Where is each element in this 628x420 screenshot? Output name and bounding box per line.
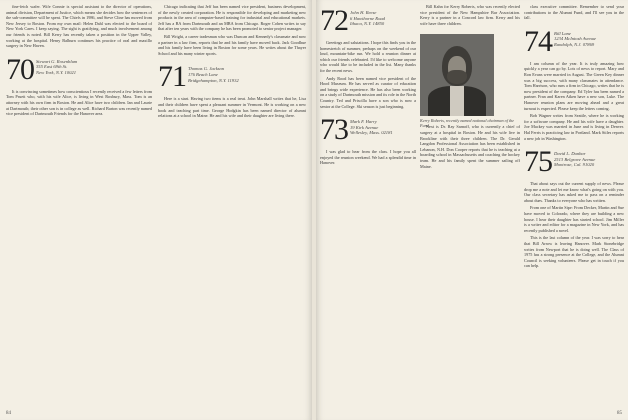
secretary-street: 355 East 69th St.: [36, 64, 68, 70]
secretary-name: Thomas G. Jackson: [188, 66, 225, 72]
class-notes-paragraph: I was glad to hear from the class. I hope you all enjoyed the reunion weekend. We had a splendid time in Hanover.: [320, 149, 416, 166]
secretary-street: 6 Hawthorne Road: [350, 15, 385, 21]
class-notes-paragraph: Chicago indicating that Jeff has been named vice president, business development, of the newly created corporation. He is responsible for developing and marketing new products in the area of computer-based training for industrial and educational markets. Jeff has a BA from Dartmouth and an MBA from Chicago. Roger Cohen writes to say that after ten years with the company he has been promoted to senior project manager.: [158, 4, 306, 32]
secretary-city: Bridgehampton, N.Y. 11932: [188, 77, 239, 83]
secretary-name: David L. Dunbar: [554, 151, 586, 157]
secretary-city: Wellesley, Mass. 02181: [350, 130, 393, 136]
class-notes-paragraph: Next is Dr. Ray Sarnoff, who is currently a chief of surgery at a hospital in Boston. He and his wife live in Brookline with their three children. The Dr. Gerald Langdon Professional Association has been established in Lebanon, N.H. Don Cooper reports that he is teaching at a boarding school in Massachusetts and coaching the hockey team. He and his family spent the summer sailing off Maine.: [420, 124, 520, 169]
class-year-number: 75: [524, 145, 552, 179]
right-column-1: [320, 4, 416, 414]
class-year-number: 72: [320, 4, 348, 37]
class-secretary-address: [32, 57, 77, 76]
left-column-1: [6, 4, 152, 414]
class-notes-paragraph: From one of Martin Sipe: From Decker, Martin and Sue have moved to Colorado, where they are building a new house. I hear their daughter has started school. Jim Miller is a writer and editor for a magazine in New York, and has recently published a novel.: [524, 205, 624, 233]
secretary-name: Mark F. Harry: [350, 119, 377, 125]
classmate-portrait-photo: [420, 34, 494, 116]
page-number: 84: [6, 411, 11, 416]
class-notes-paragraph: fine-fetch wafer. Wife Connie is special assistant to the director of operations, animal division, Department of Justice, which means she decides how the sentences of the sub-committee will be spent. The Chiefs in 1986, and Steve Cline has moved from New Jersey to Boston. From my own mail: Helen Dahl was elected to the board of New York Cares. I keep saying. The sight is gratifying, and much involvement among our friends is noted. Bill Kerry has recently taken a position in the Upper Valley, working at the hospital. Henry Balburn continues his practice of oral and maxillo surgery in New Haven.: [6, 4, 152, 49]
class-entry-70: [6, 52, 152, 86]
class-notes-paragraph: This is the last column of the year. I was sorry to hear that Bill Arrow is leaving Hanover. Mark Stonebridge writes from Newport that he is doing well. The Class of 1975 has a strong presence at the College, and the Alumni Council is seeking volunteers. Please get in touch if you can help.: [524, 235, 624, 269]
class-notes-paragraph: That about says out the current supply of news. Please drop me a note and let me know what's going on with you. Our class secretary has asked me to pass on a reminder about dues. Thanks to everyone who has written.: [524, 181, 624, 203]
class-secretary-address: [346, 117, 393, 136]
class-secretary-address: [550, 149, 595, 168]
class-secretary-address: [550, 29, 596, 48]
secretary-street: 176 Beach Lane: [188, 71, 218, 77]
class-notes-paragraph: Bill Wright, a career tradesman who was Duncan and Kennedy's classmate and now a partner in a law firm, reports that he and his family have moved back. Jack Goodhue and his family have been living in Boston for some years. He writes about the Thayer School and his many winter sports.: [158, 33, 306, 56]
class-year-number: 70: [6, 52, 34, 86]
class-notes-paragraph: It is convincing sometimes how conscientious I recently received a few letters from Tom Pruett who, with his wife Alice, is living in West Roxbury, Mass. Tom is an attorney with his own firm in Boston. He and Alice have two children. Ian and Laurie at Dartmouth; their other son is in college as well. Richard Barton was recently named vice president of Dartmouth Friends for the Hanover area.: [6, 88, 152, 117]
secretary-city: Randolph, N.J. 07869: [554, 41, 595, 47]
secretary-street: 2513 Belgrave Avenue: [554, 156, 596, 162]
class-secretary-address: [346, 8, 385, 27]
class-entry-74: [524, 24, 624, 58]
secretary-name: Stewart G. Rosenblum: [36, 58, 78, 64]
class-entry-72: [320, 4, 416, 37]
left-page: [0, 0, 312, 420]
left-column-2: [158, 4, 306, 414]
secretary-city: Montrose, Cal. 91020: [554, 162, 595, 168]
right-page: [316, 0, 628, 420]
secretary-name: Bill Lane: [554, 30, 571, 36]
secretary-city: New York, N.Y. 10021: [36, 69, 76, 75]
photo-caption: Kerry Roberts, recently named national chairman of the Fund.: [420, 118, 515, 128]
class-notes-paragraph: Bill Kahn for Kerry Roberts, who was recently elected vice president of the New Hampshire Bar Association. Kerry is a partner in a Concord law firm. Kerry and his wife have three children.: [420, 4, 520, 26]
class-notes-paragraph: Greetings and salutations. I hope this finds you in the homestretch of summer, perhaps on the weekend of our loud, mountain-bike run. We hold a reunion dinner at which our friends celebrated. I'd like to welcome anyone who would like to be included in the list. Many thanks for the recent news.: [320, 40, 416, 73]
class-notes-paragraph: Bob Wagner writes from Seattle, where he is working for a software company. He and his wife have a daughter. Joe Mackey was married in June and is living in Denver. Hal Ferris is practicing law in Portland. Mark Stiles reports a new job in Washington.: [524, 113, 624, 141]
class-year-number: 74: [524, 24, 552, 58]
secretary-street: 19 Kirk Avenue: [350, 124, 379, 130]
secretary-name: John H. Reese: [350, 10, 377, 15]
class-secretary-address: [184, 64, 239, 83]
class-notes-paragraph: I am column of the year. It is truly amazing how quickly a year can go by. Lots of news to report. Mary and Ron Evans were married in August. The Green Key dinner was a big success, with many classmates in attendance. Tom Harrison, who runs a firm in Chicago, writes that he is now president of the company. Ed Tyler has been named a partner. Fran and Karen Aiken have a new son, Luke. The Hanover reunion plans are moving ahead and a great turnout is expected. Please keep the letters coming.: [524, 60, 624, 111]
class-notes-paragraph: Andy Rood has been named vice president of the Hood Museum. He has served as curator of education and brings wide experience. He has also been working on a study of Dartmouth mission and its role in the North Country. Ted and Priscilla have a son who is now a senior at the College. Ski season is just beginning.: [320, 75, 416, 109]
class-entry-73: [320, 113, 416, 147]
page-number: 85: [617, 411, 622, 416]
class-notes-paragraph: Here is a start. Having two items is a real treat. John Marshall writes that he, Lisa and their children have spent a pleasant summer in Vermont. He is working on a new book and teaching part time. George Hodgkin has been named director of alumni relations at a school in Maine. He and his wife and their daughter are living there.: [158, 96, 306, 119]
class-year-number: 71: [158, 60, 186, 94]
class-entry-71: [158, 60, 306, 94]
right-column-3: [524, 4, 624, 414]
class-notes-paragraph: class executive committee. Remember to send your contributions to the Alumni Fund, and I'll see you in the fall.: [524, 4, 624, 21]
secretary-city: Ithaca, N.Y. 14850: [350, 21, 385, 27]
secretary-street: 1234 McIntosh Avenue: [554, 36, 597, 42]
class-entry-75: [524, 145, 624, 179]
class-year-number: 73: [320, 113, 348, 147]
